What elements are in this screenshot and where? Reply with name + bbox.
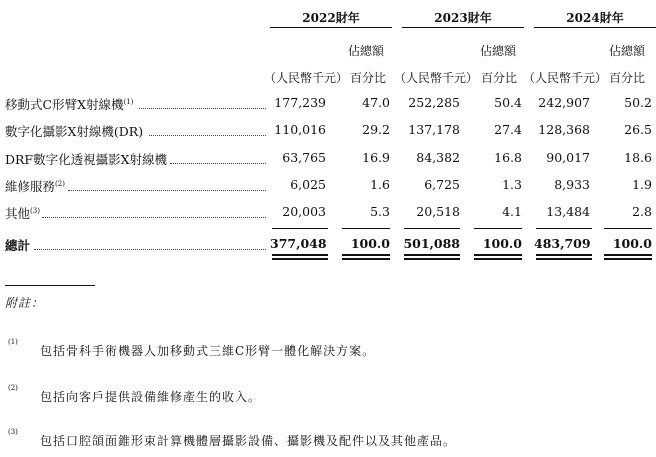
pct-header-line2-2024: 百分比 <box>609 71 646 85</box>
cell-maintenance-2023-amount: 6,725 <box>424 177 460 192</box>
note-marker-3: (3) <box>8 428 18 436</box>
cell-dr-2023-amount: 137,178 <box>408 122 460 137</box>
cell-c-arm-2023-amount: 252,285 <box>408 95 460 110</box>
total-double-rule <box>272 258 328 260</box>
cell-others-2023-amount: 20,518 <box>416 204 460 219</box>
total-double-rule <box>342 258 390 260</box>
note-marker-2: (2) <box>8 384 18 392</box>
note-text-1: 包括骨科手術機器人加移動式三維C形臂一體化解決方案。 <box>40 344 376 358</box>
leader-dots <box>34 249 266 250</box>
cell-c-arm-2023-pct: 50.4 <box>494 95 522 110</box>
cell-total-2024-amount: 483,709 <box>534 236 591 251</box>
cell-maintenance-2024-amount: 8,933 <box>554 177 590 192</box>
row-label-dr: 數字化攝影X射線機(DR) <box>5 124 144 139</box>
subtotal-rule <box>604 228 652 229</box>
cell-others-2022-pct: 5.3 <box>370 204 390 219</box>
pct-header-line1-2023: 佔總額 <box>480 44 517 58</box>
footnote-separator <box>5 285 95 286</box>
total-double-rule <box>536 258 592 260</box>
total-double-rule <box>474 254 522 256</box>
year-rule-2023 <box>402 27 524 28</box>
cell-c-arm-2024-pct: 50.2 <box>624 95 652 110</box>
year-rule-2022 <box>270 27 392 28</box>
cell-drf-2023-pct: 16.8 <box>494 150 522 165</box>
subtotal-rule <box>536 228 592 229</box>
cell-drf-2024-pct: 18.6 <box>624 150 652 165</box>
row-label-maintenance: 維修服務$^{(2)}$ <box>5 179 65 194</box>
leader-dots <box>149 135 266 136</box>
amount-unit-header-2023: （人民幣千元） <box>394 71 479 85</box>
cell-drf-2024-amount: 90,017 <box>546 150 590 165</box>
pct-header-line2-2022: 百分比 <box>350 71 387 85</box>
cell-dr-2022-pct: 29.2 <box>362 122 390 137</box>
cell-maintenance-2023-pct: 1.3 <box>502 177 522 192</box>
note-text-2: 包括向客戶提供設備維修產生的收入。 <box>40 390 262 404</box>
cell-maintenance-2022-amount: 6,025 <box>290 177 326 192</box>
cell-dr-2024-pct: 26.5 <box>624 122 652 137</box>
pct-header-line1-2022: 佔總額 <box>348 44 385 58</box>
year-header-2023: 2023財年 <box>434 11 492 25</box>
amount-unit-header-2022: （人民幣千元） <box>264 71 349 85</box>
year-header-2024: 2024財年 <box>566 11 624 25</box>
cell-maintenance-2024-pct: 1.9 <box>632 177 652 192</box>
year-rule-2024 <box>534 27 656 28</box>
subtotal-rule <box>474 228 522 229</box>
cell-total-2022-pct: 100.0 <box>350 236 390 251</box>
cell-others-2023-pct: 4.1 <box>502 204 522 219</box>
cell-maintenance-2022-pct: 1.6 <box>370 177 390 192</box>
cell-c-arm-2024-amount: 242,907 <box>538 95 590 110</box>
row-label-drf: DRF數字化透視攝影X射線機 <box>5 152 168 167</box>
total-label: 總計 <box>5 238 31 253</box>
cell-dr-2024-amount: 128,368 <box>538 122 590 137</box>
cell-others-2022-amount: 20,003 <box>282 204 326 219</box>
total-double-rule <box>604 254 652 256</box>
leader-dots <box>68 190 266 191</box>
cell-c-arm-2022-pct: 47.0 <box>362 95 390 110</box>
cell-drf-2022-amount: 63,765 <box>282 150 326 165</box>
year-header-2022: 2022財年 <box>302 11 360 25</box>
pct-header-line1-2024: 佔總額 <box>609 44 646 58</box>
cell-others-2024-pct: 2.8 <box>632 204 652 219</box>
total-double-rule <box>342 254 390 256</box>
total-double-rule <box>404 258 460 260</box>
total-double-rule <box>474 258 522 260</box>
cell-c-arm-2022-amount: 177,239 <box>274 95 326 110</box>
cell-total-2024-pct: 100.0 <box>612 236 652 251</box>
total-double-rule <box>404 254 460 256</box>
subtotal-rule <box>272 228 328 229</box>
cell-dr-2023-pct: 27.4 <box>494 122 522 137</box>
subtotal-rule <box>404 228 460 229</box>
cell-total-2023-pct: 100.0 <box>482 236 522 251</box>
cell-dr-2022-amount: 110,016 <box>274 122 326 137</box>
cell-drf-2023-amount: 84,382 <box>416 150 460 165</box>
note-marker-1: (1) <box>8 338 18 346</box>
total-double-rule <box>272 254 328 256</box>
row-label-others: 其他$^{(3)}$ <box>5 206 40 221</box>
subtotal-rule <box>342 228 390 229</box>
cell-others-2024-amount: 13,484 <box>546 204 590 219</box>
leader-dots <box>170 163 266 164</box>
pct-header-line2-2023: 百分比 <box>481 71 518 85</box>
amount-unit-header-2024: （人民幣千元） <box>523 71 608 85</box>
row-label-c-arm: 移動式C形臂X射線機$^{(1)}$ <box>5 97 134 112</box>
leader-dots <box>139 108 266 109</box>
cell-drf-2022-pct: 16.9 <box>362 150 390 165</box>
notes-heading: 附註： <box>5 296 45 310</box>
total-double-rule <box>536 254 592 256</box>
total-double-rule <box>604 258 652 260</box>
cell-total-2022-amount: 377,048 <box>270 236 327 251</box>
leader-dots <box>42 217 266 218</box>
cell-total-2023-amount: 501,088 <box>403 236 460 251</box>
note-text-3: 包括口腔頜面錐形束計算機體層攝影設備、攝影機及配件以及其他產品。 <box>40 434 457 448</box>
